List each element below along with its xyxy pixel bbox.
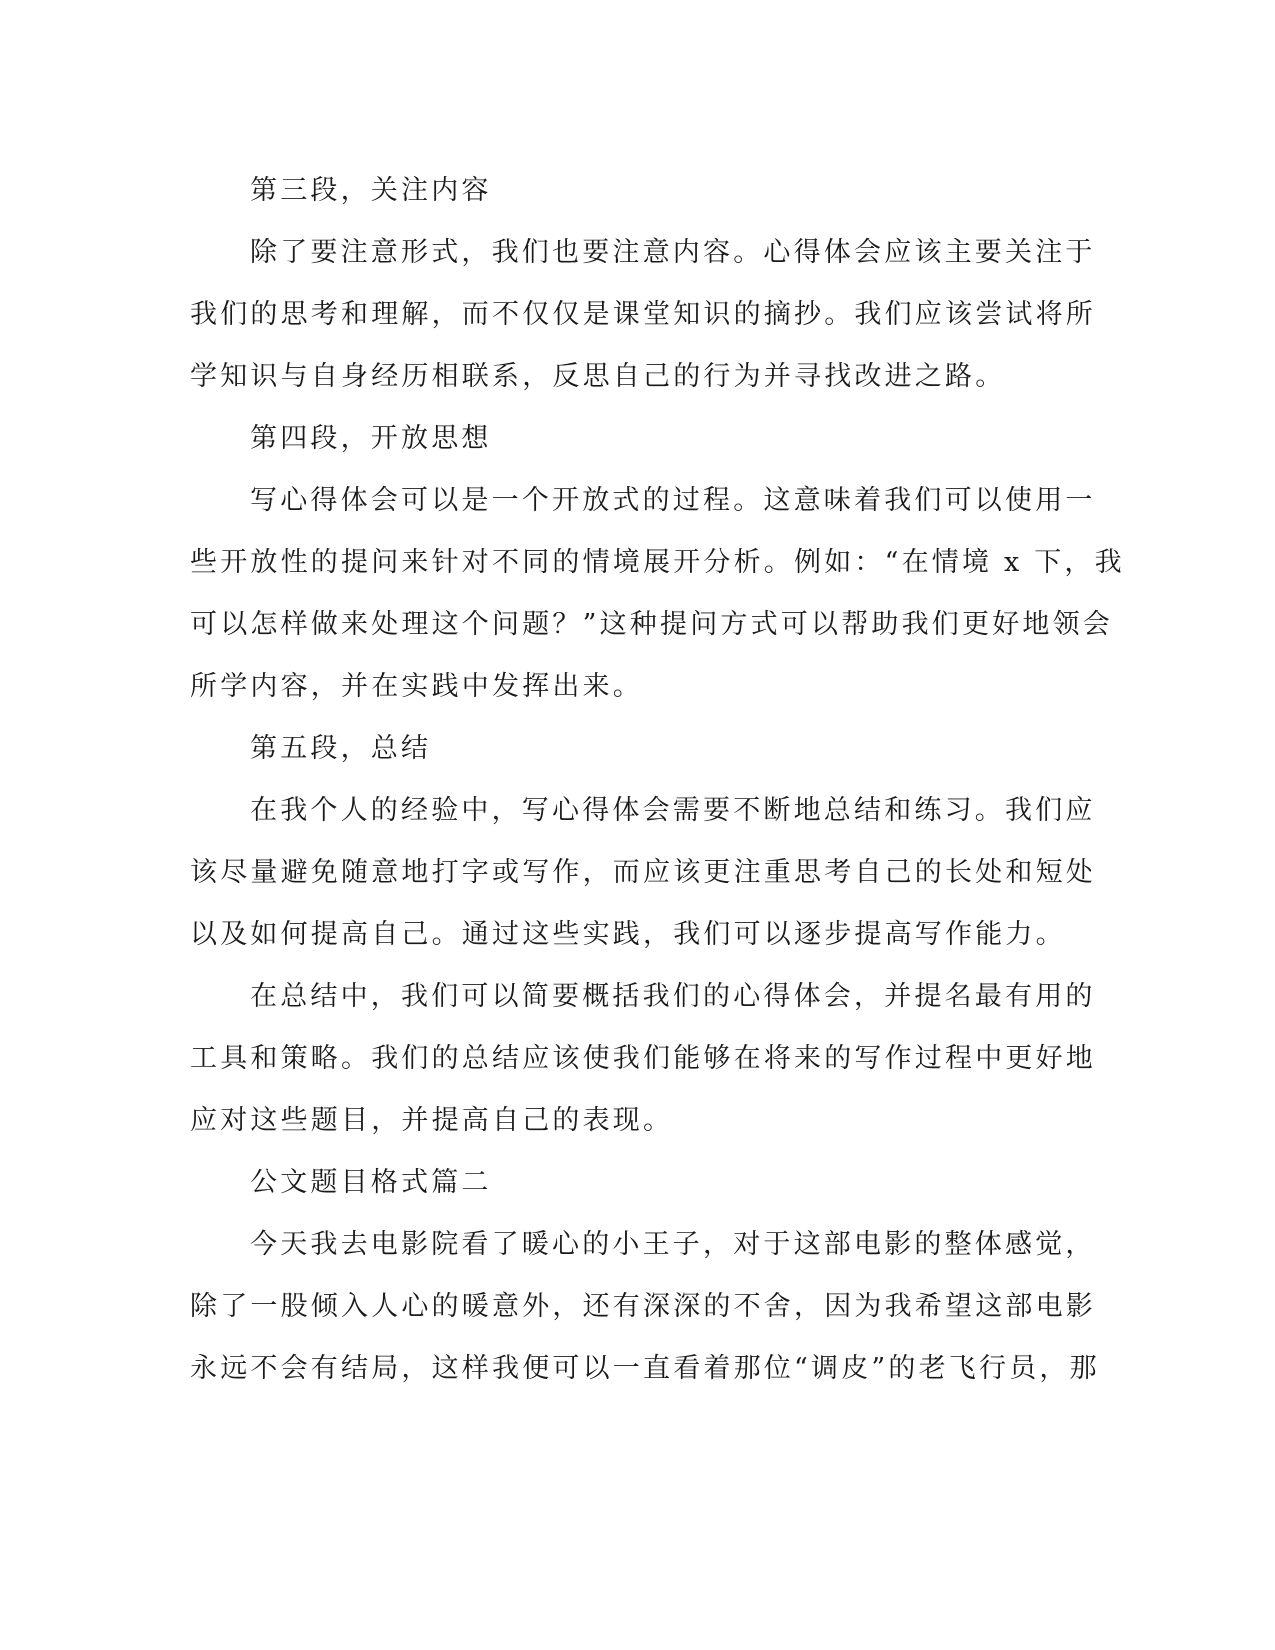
paragraph-line: 学知识与自身经历相联系，反思自己的行为并寻找改进之路。 xyxy=(190,361,1006,392)
paragraph-line: 应对这些题目，并提高自己的表现。 xyxy=(190,1105,674,1136)
section-heading: 第五段，总结 xyxy=(250,733,432,764)
section-heading: 公文题目格式篇二 xyxy=(250,1167,492,1198)
paragraph-line: 些开放性的提问来针对不同的情境展开分析。例如：“在情境 x 下，我 xyxy=(190,547,1125,578)
paragraph-line: 我们的思考和理解，而不仅仅是课堂知识的摘抄。我们应该尝试将所 xyxy=(190,299,1096,330)
paragraph-line: 除了要注意形式，我们也要注意内容。心得体会应该主要关注于 xyxy=(250,237,1096,268)
section-heading: 第四段，开放思想 xyxy=(250,423,492,454)
paragraph-line: 工具和策略。我们的总结应该使我们能够在将来的写作过程中更好地 xyxy=(190,1043,1096,1074)
paragraph-line: 所学内容，并在实践中发挥出来。 xyxy=(190,671,643,702)
document-body xyxy=(190,160,1125,1400)
paragraph-line: 除了一股倾入人心的暖意外，还有深深的不舍，因为我希望这部电影 xyxy=(190,1291,1096,1322)
paragraph-line: 写心得体会可以是一个开放式的过程。这意味着我们可以使用一 xyxy=(250,485,1096,516)
paragraph-line: 永远不会有结局，这样我便可以一直看着那位“调皮”的老飞行员，那 xyxy=(190,1353,1100,1384)
paragraph-line: 在我个人的经验中，写心得体会需要不断地总结和练习。我们应 xyxy=(250,795,1096,826)
paragraph-line: 该尽量避免随意地打字或写作，而应该更注重思考自己的长处和短处 xyxy=(190,857,1096,888)
paragraph-line: 可以怎样做来处理这个问题？”这种提问方式可以帮助我们更好地领会 xyxy=(190,609,1114,640)
paragraph-line: 今天我去电影院看了暖心的小王子，对于这部电影的整体感觉， xyxy=(250,1229,1096,1260)
section-heading: 第三段，关注内容 xyxy=(250,175,492,206)
paragraph-line: 以及如何提高自己。通过这些实践，我们可以逐步提高写作能力。 xyxy=(190,919,1066,950)
paragraph-line: 在总结中，我们可以简要概括我们的心得体会，并提名最有用的 xyxy=(250,981,1096,1012)
